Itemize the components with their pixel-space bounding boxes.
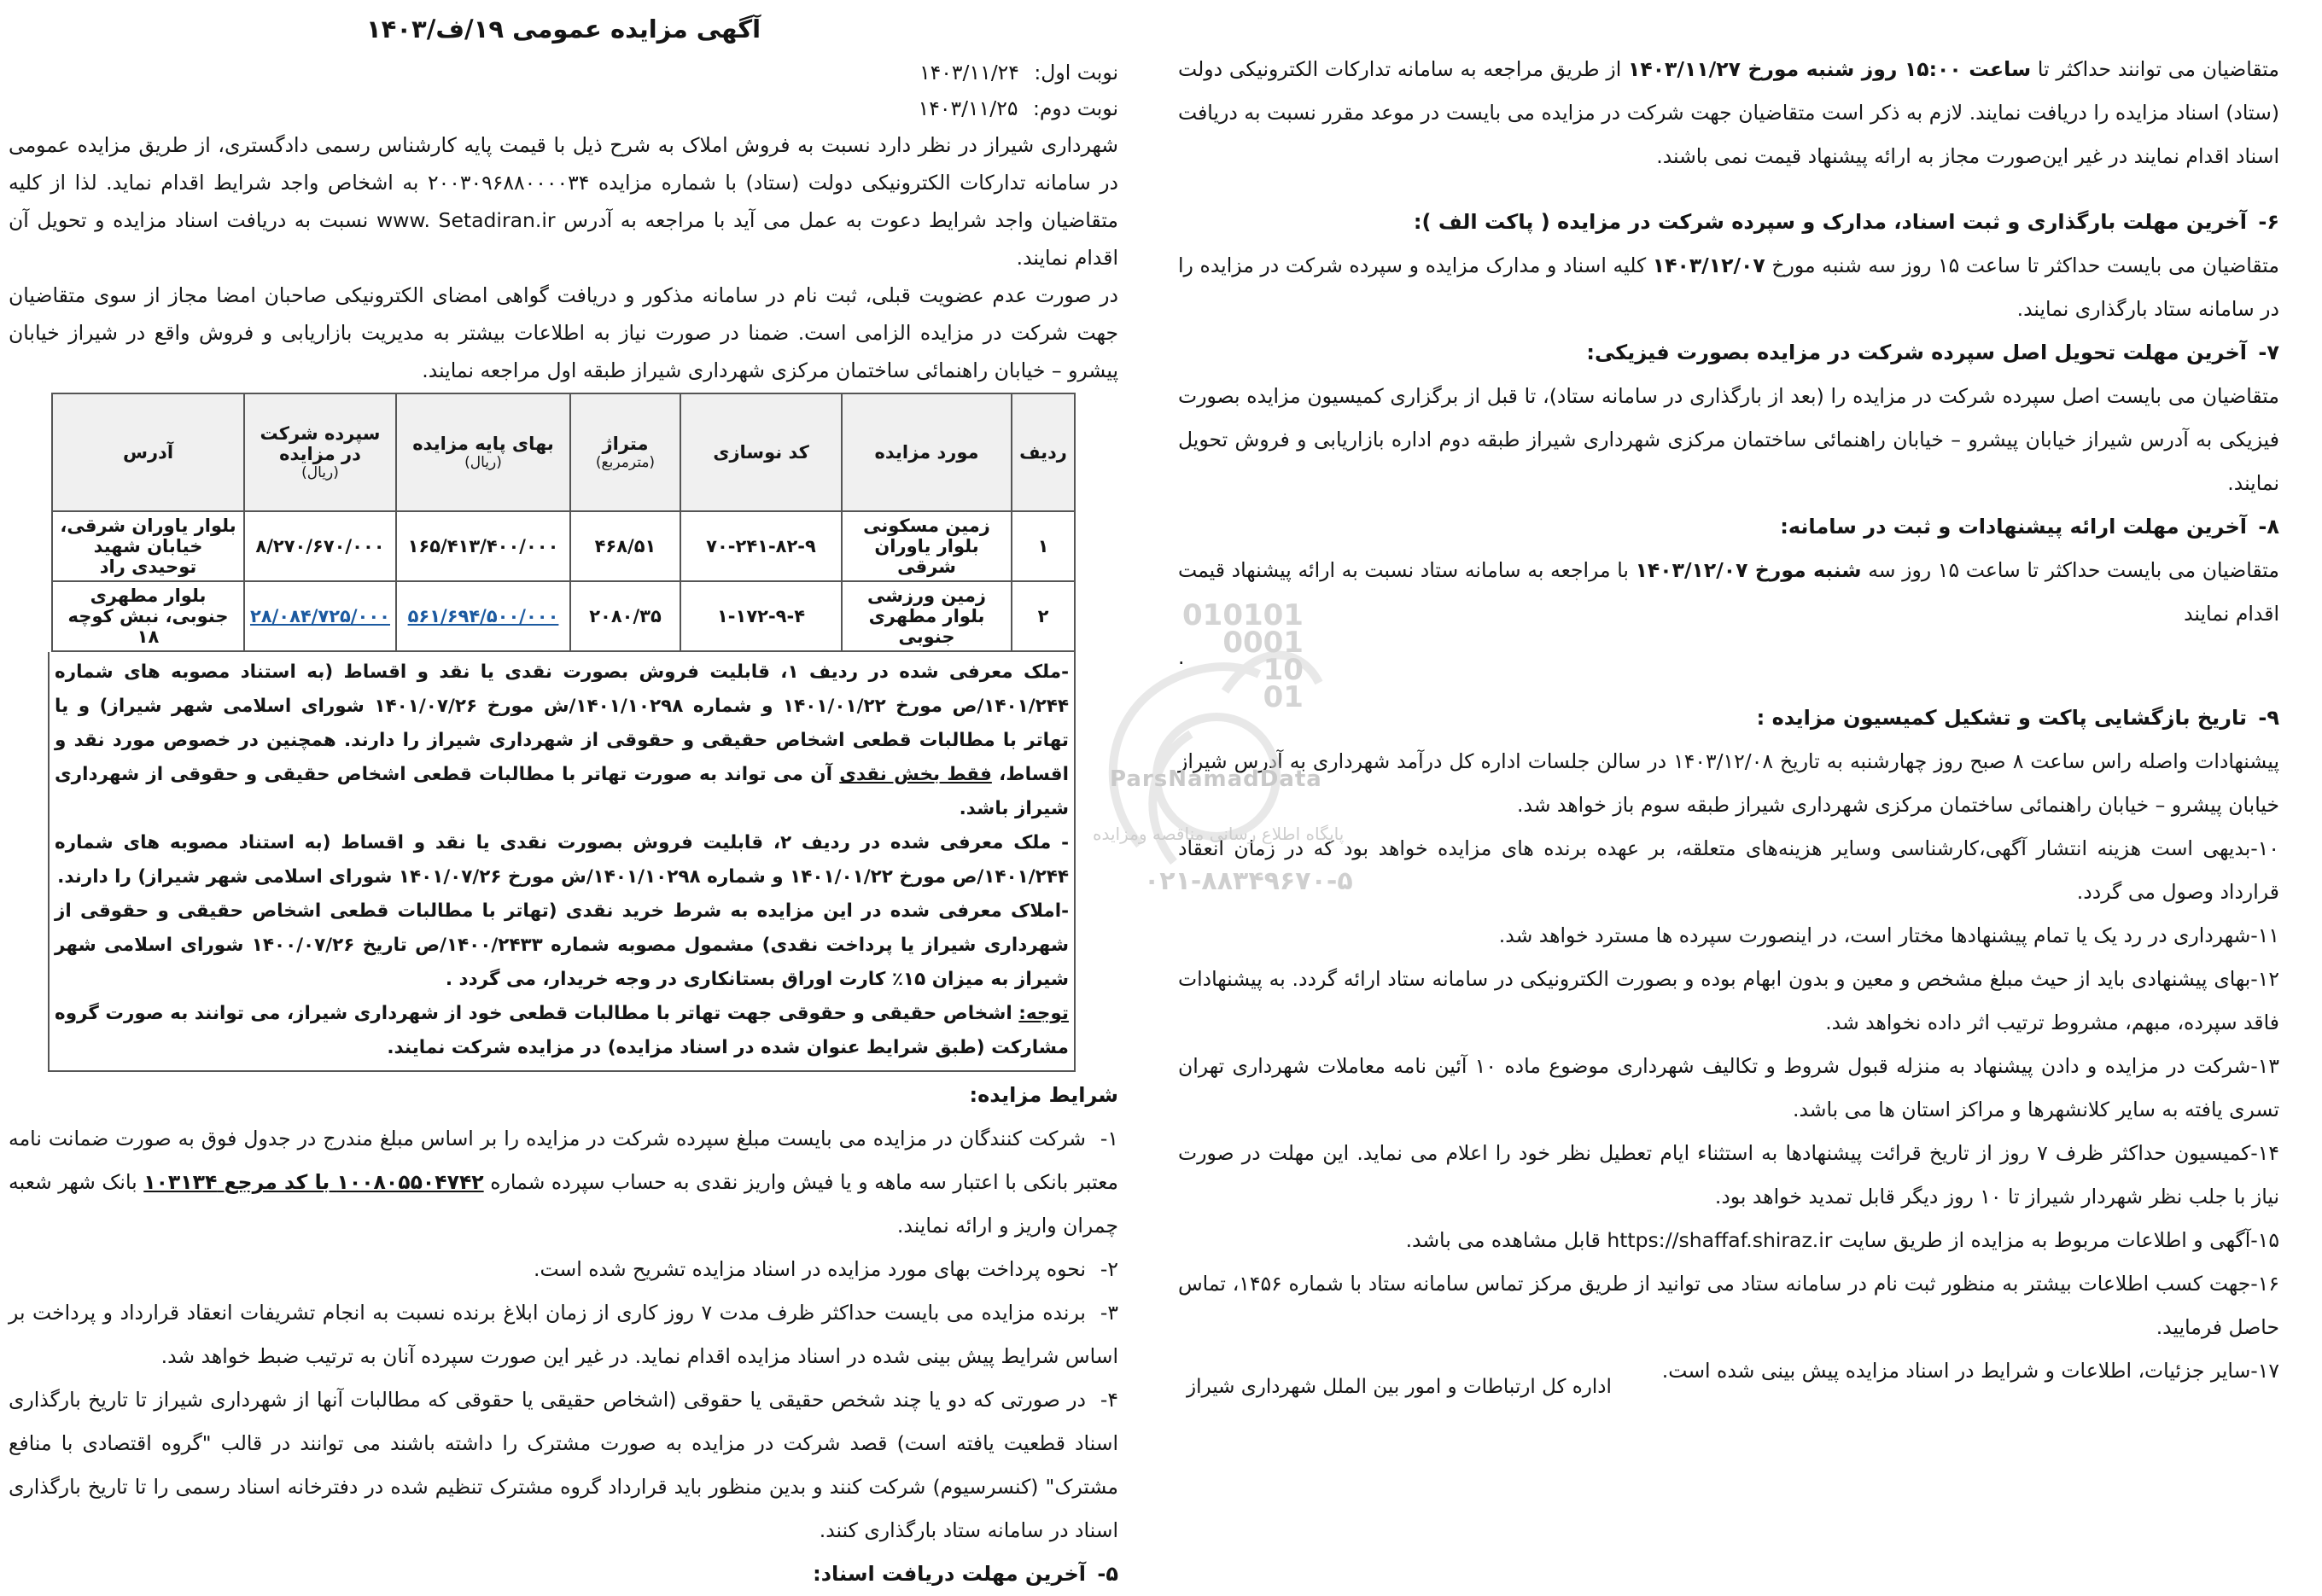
condition-15: ۱۵-آگهی و اطلاعات مربوط به مزایده از طریق سایت https://shaffaf.shiraz.ir قابل مشاهده می باشد. — [1405, 1228, 2279, 1252]
conditions-heading: شرایط مزایده: — [969, 1083, 1118, 1107]
section-7-heading: ۷-آخرین مهلت تحویل اصل سپرده شرکت در مزایده بصورت فیزیکی: — [1586, 341, 2279, 364]
table-row — [52, 581, 1075, 651]
condition-1: ۱-شرکت کنندگان در مزایده می بایست مبلغ سپرده شرکت در مزایده را بر اساس مبلغ مندرج در جدول فوق به صورت ضمانت نامه معتبر بانکی با اعتبار سه ماهه و یا فیش واریز نقدی به حساب سپرده شماره ۱۰۰۸۰۵۵۰۴۷۴۲ با کد مرجع ۱۰۳۱۳۴ بانک شهر شعبه چمران واریز و ارائه نمایند. — [9, 1127, 1118, 1238]
watermark-site-name: ParsNamadData — [1110, 766, 1322, 792]
condition-4: ۴-در صورتی که دو یا چند شخص حقیقی یا حقوقی (اشخاص حقیقی یا حقوقی که مطالبات آنها از شهرداری شیراز تا تاریخ بارگذاری اسناد قطعیت یافته است) قصد شرکت در مزایده به صورت مشترک را داشته باشند می توانند در قالب "گروه اقتصادی با منافع مشترک" (کنسرسیوم) شرکت کنند و بدین منظور باید قرارداد گروه مشترک تنظیم شده در دفترخانه اسناد رسمی را تا تاریخ بارگذاری اسناد در سامانه ستاد بارگذاری کنند. — [9, 1388, 1118, 1542]
cell-price: ۱۶۵/۴۱۳/۴۰۰/۰۰۰ — [396, 511, 570, 581]
condition-14: ۱۴-کمیسیون حداکثر ظرف ۷ روز از تاریخ قرائت پیشنهادها به استثناء ایام تعطیل نظر خود را اعلام می نماید. این مهلت در صورت نیاز با جلب نظر شهردار شیراز تا ۱۰ روز دیگر قابل تمدید خواهد بود. — [1178, 1141, 2280, 1209]
condition-10: ۱۰-بدیهی است هزینه انتشار آگهی،کارشناسی وسایر هزینه‌های متعلقه، بر عهده برنده های مزایده خواهد بود که در زمان انعقاد قرارداد وصول می گردد. — [1178, 836, 2279, 904]
watermark-binary: 010101 0001 10 01 — [1182, 598, 1304, 714]
note-cash-discount: -املاک معرفی شده در این مزایده به شرط خرید نقدی (تهاتر با مطالبات قطعی اشخاص حقیقی و حقوقی از شهرداری شیراز یا پرداخت نقدی) مشمول مصوبه شماره ۱۴۰۰/۲۴۳۳/ص تاریخ ۱۴۰۰/۰۷/۲۶ شورای اسلامی شهر شیراز به میزان ۱۵٪ کارت اوراق بستانکاری در وجه خریدار، می گردد . — [55, 900, 1069, 990]
cell-code: ۱-۱۷۲-۹-۴ — [680, 581, 842, 651]
watermark-subline: پایگاه اطلاع رسانی مناقصه ومزایده — [1093, 824, 1345, 844]
cell-code: ۷۰-۲۴۱-۸۲-۹ — [680, 511, 842, 581]
section-8-text: متقاضیان می بایست حداکثر تا ساعت ۱۵ روز سه شنبه مورخ ۱۴۰۳/۱۲/۰۷ با مراجعه به سامانه ستاد نسبت به ارائه پیشنهاد قیمت اقدام نمایند — [1178, 558, 2279, 626]
cell-row: ۲ — [1012, 581, 1075, 651]
section-8-heading: ۸-آخرین مهلت ارائه پیشنهادات و ثبت در سامانه: — [1780, 515, 2279, 539]
cell-area: ۲۰۸۰/۳۵ — [570, 581, 680, 651]
advertisement-main-column — [9, 0, 1118, 1586]
condition-17: ۱۷-سایر جزئیات، اطلاعات و شرایط در اسناد مزایده پیش بینی شده است. — [1661, 1359, 2279, 1383]
cell-item: زمین ورزشی بلوار مطهری جنوبی — [842, 581, 1012, 651]
publication-turn-1: نوبت اول: ۱۴۰۳/۱۱/۲۴ — [919, 61, 1118, 84]
col-header-code: کد نوسازی — [680, 393, 842, 511]
docs-deadline-text: متقاضیان می توانند حداکثر تا ساعت ۱۵:۰۰ روز شنبه مورخ ۱۴۰۳/۱۱/۲۷ از طریق مراجعه به سامانه تدارکات الکترونیکی دولت (ستاد) اسناد مزایده را دریافت نمایند. لازم به ذکر است متقاضیان جهت شرکت در مزایده می بایست در موعد مقرر نسبت به دریافت اسناد اقدام نمایند در غیر این‌صورت مجاز به ارائه پیشنهاد قیمت نمی باشند. — [1178, 57, 2279, 168]
section-9-text: پیشنهادات واصله راس ساعت ۸ صبح روز چهارشنبه به تاریخ ۱۴۰۳/۱۲/۰۸ در سالن جلسات اداره کل درآمد شهرداری به آدرس شیراز خیابان پیشرو – خیابان راهنمائی ساختمان مرکزی شهرداری شیراز طبقه سوم باز خواهد شد. — [1178, 749, 2279, 817]
note-attention: توجه: اشخاص حقیقی و حقوقی جهت تهاتر با مطالبات قطعی خود از شهرداری شیراز، می توانند به صورت گروه مشارکت (طبق شرایط عنوان شده در اسناد مزایده) در مزایده شرکت نمایند. — [55, 1003, 1069, 1058]
cell-address: بلوار یاوران شرقی، خیابان شهید توحیدی راد — [52, 511, 244, 581]
page-title: آگهی مزایده عمومی ۱۹/ف/۱۴۰۳ — [365, 15, 761, 44]
col-header-deposit: سپرده شرکت در مزایده (ریال) — [244, 393, 396, 511]
watermark-phone: ۰۲۱-۸۸۳۴۹۶۷۰-۵ — [1144, 866, 1353, 896]
table-notes-box — [48, 652, 1076, 1072]
col-header-price: بهای پایه مزایده (ریال) — [396, 393, 570, 511]
col-header-address: آدرس — [52, 393, 244, 511]
col-header-area: متراژ (مترمربع) — [570, 393, 680, 511]
intro-paragraph: شهرداری شیراز در نظر دارد نسبت به فروش املاک به شرح ذیل با قیمت پایه کارشناس رسمی دادگستری، از طریق مزایده عمومی در سامانه تدارکات الکترونیکی دولت (ستاد) با شماره مزایده ۲۰۰۳۰۹۶۸۸۰۰۰۰۳۴ به اشخاص واجد شرایط اقدام نماید. لذا از کلیه متقاضیان واجد شرایط دعوت به عمل می آید با مراجعه به آدرس www. Setadiran.ir نسبت به دریافت اسناد مزایده و تحویل آن اقدام نمایند. — [9, 133, 1118, 270]
note-row-1: -ملک معرفی شده در ردیف ۱، قابلیت فروش بصورت نقدی یا نقد و اقساط (به استناد مصوبه های شماره ۱۴۰۱/۲۴۴/ص مورخ ۱۴۰۱/۰۱/۲۲ و شماره ۱۴۰۱/۱۰۲۹۸/ش مورخ ۱۴۰۱/۰۷/۲۶ شورای اسلامی شهر شیراز) و یا تهاتر با مطالبات قطعی اشخاص حقیقی و حقوقی از شهرداری شیراز را دارند. همچنین در خصوص مورد نقد و اقساط، فقط بخش نقدی آن می تواند به صورت تهاتر با مطالبات قطعی اشخاص حقیقی و حقوقی از شهرداری شیراز باشد. — [55, 661, 1070, 819]
auction-lots-table — [51, 393, 1076, 652]
table-row — [52, 511, 1075, 581]
condition-11: ۱۱-شهرداری در رد یک یا تمام پیشنهادها مختار است، در اینصورت سپرده ها مسترد خواهد شد. — [1498, 923, 2279, 947]
col-header-row: ردیف — [1012, 393, 1075, 511]
cell-address: بلوار مطهری جنوبی، نبش کوچه ۱۸ — [52, 581, 244, 651]
condition-2: ۲-نحوه پرداخت بهای مورد مزایده در اسناد مزایده تشریح شده است. — [533, 1257, 1118, 1281]
publication-turn-2: نوبت دوم: ۱۴۰۳/۱۱/۲۵ — [918, 96, 1118, 120]
col-header-item: مورد مزایده — [842, 393, 1012, 511]
section-6-heading: ۶-آخرین مهلت بارگذاری و ثبت اسناد، مدارک و سپرده شرکت در مزایده ( پاکت الف ): — [1413, 210, 2279, 234]
condition-13: ۱۳-شرکت در مزایده و دادن پیشنهاد به منزله قبول شروط و تکالیف شهرداری موضوع ماده ۱۰ آئین نامه معاملات شهرداری تهران تسری یافته به سایر کلانشهرها و مراکز استان ها می باشد. — [1178, 1054, 2279, 1121]
cell-area: ۴۶۸/۵۱ — [570, 511, 680, 581]
condition-5-heading: ۵-آخرین مهلت دریافت اسناد: — [813, 1562, 1118, 1586]
signature-issuer: اداره کل ارتباطات و امور بین الملل شهرداری شیراز — [1187, 1376, 1612, 1398]
shaffaf-link[interactable]: https://shaffaf.shiraz.ir — [1607, 1228, 1833, 1252]
intro-registration-paragraph: در صورت عدم عضویت قبلی، ثبت نام در سامانه مذکور و دریافت گواهی امضای الکترونیکی صاحبان امضا مجاز از سوی متقاضیان جهت شرکت در مزایده الزامی است. ضمنا در صورت نیاز به اطلاعات بیشتر به مدیریت بازاریابی و فروش واقع در شیراز خیابان پیشرو – خیابان راهنمائی ساختمان مرکزی شهرداری شیراز طبقه اول مراجعه نمایند. — [9, 283, 1118, 382]
condition-12: ۱۲-بهای پیشنهادی باید از حیث مبلغ مشخص و معین و بدون ابهام بوده و بصورت الکترونیکی در سامانه ستاد ارائه گردد. به پیشنهادات فاقد سپرده، مبهم، مشروط ترتیب اثر داده نخواهد شد. — [1178, 967, 2279, 1034]
cell-item: زمین مسکونی بلوار یاوران شرقی — [842, 511, 1012, 581]
section-7-text: متقاضیان می بایست اصل سپرده شرکت در مزایده را (بعد از بارگذاری در سامانه ستاد)، تا قبل از برگزاری کمیسیون مزایده بصورت فیزیکی به آدرس شیراز خیابان پیشرو – خیابان راهنمائی ساختمان مرکزی شهرداری شیراز طبقه دوم اداره بازاریابی و فروش تحویل نمایند. — [1178, 384, 2279, 495]
condition-3: ۳-برنده مزایده می بایست حداکثر ظرف مدت ۷ روز کاری از زمان ابلاغ برنده نسبت به انجام تشریفات انعقاد قرارداد و پرداخت بر اساس شرایط پیش بینی شده در اسناد مزایده اقدام نماید. در غیر این صورت سپرده آنان به ترتیب ضبط خواهد شد. — [9, 1301, 1118, 1368]
cell-deposit: ۸/۲۷۰/۶۷۰/۰۰۰ — [244, 511, 396, 581]
section-8-dot: . — [1178, 645, 1185, 669]
cell-row: ۱ — [1012, 511, 1075, 581]
condition-16: ۱۶-جهت کسب اطلاعات بیشتر به منظور ثبت نام در سامانه ستاد می توانید از طریق مرکز تماس سامانه ستاد با شماره ۱۴۵۶، تماس حاصل فرمایید. — [1178, 1272, 2279, 1339]
conditions-continued-column — [1178, 0, 2279, 1492]
note-row-2: - ملک معرفی شده در ردیف ۲، قابلیت فروش بصورت نقدی یا نقد و اقساط (به استناد مصوبه های شماره ۱۴۰۱/۲۴۴/ص مورخ ۱۴۰۱/۰۱/۲۲ و شماره ۱۴۰۱/۱۰۲۹۸/ش مورخ ۱۴۰۱/۰۷/۲۶ شورای اسلامی شهر شیراز) را دارند. — [55, 832, 1070, 888]
setadiran-link[interactable]: www. Setadiran.ir — [376, 208, 556, 232]
cell-price: ۵۶۱/۶۹۴/۵۰۰/۰۰۰ — [396, 581, 570, 651]
section-6-text: متقاضیان می بایست حداکثر تا ساعت ۱۵ روز سه شنبه مورخ ۱۴۰۳/۱۲/۰۷ کلیه اسناد و مدارک مزایده و سپرده شرکت در مزایده را در سامانه ستاد بارگذاری نمایند. — [1178, 253, 2279, 321]
table-header-row — [52, 393, 1075, 511]
section-9-heading: ۹-تاریخ بازگشایی پاکت و تشکیل کمیسیون مزایده : — [1756, 706, 2279, 730]
cell-deposit: ۲۸/۰۸۴/۷۲۵/۰۰۰ — [244, 581, 396, 651]
